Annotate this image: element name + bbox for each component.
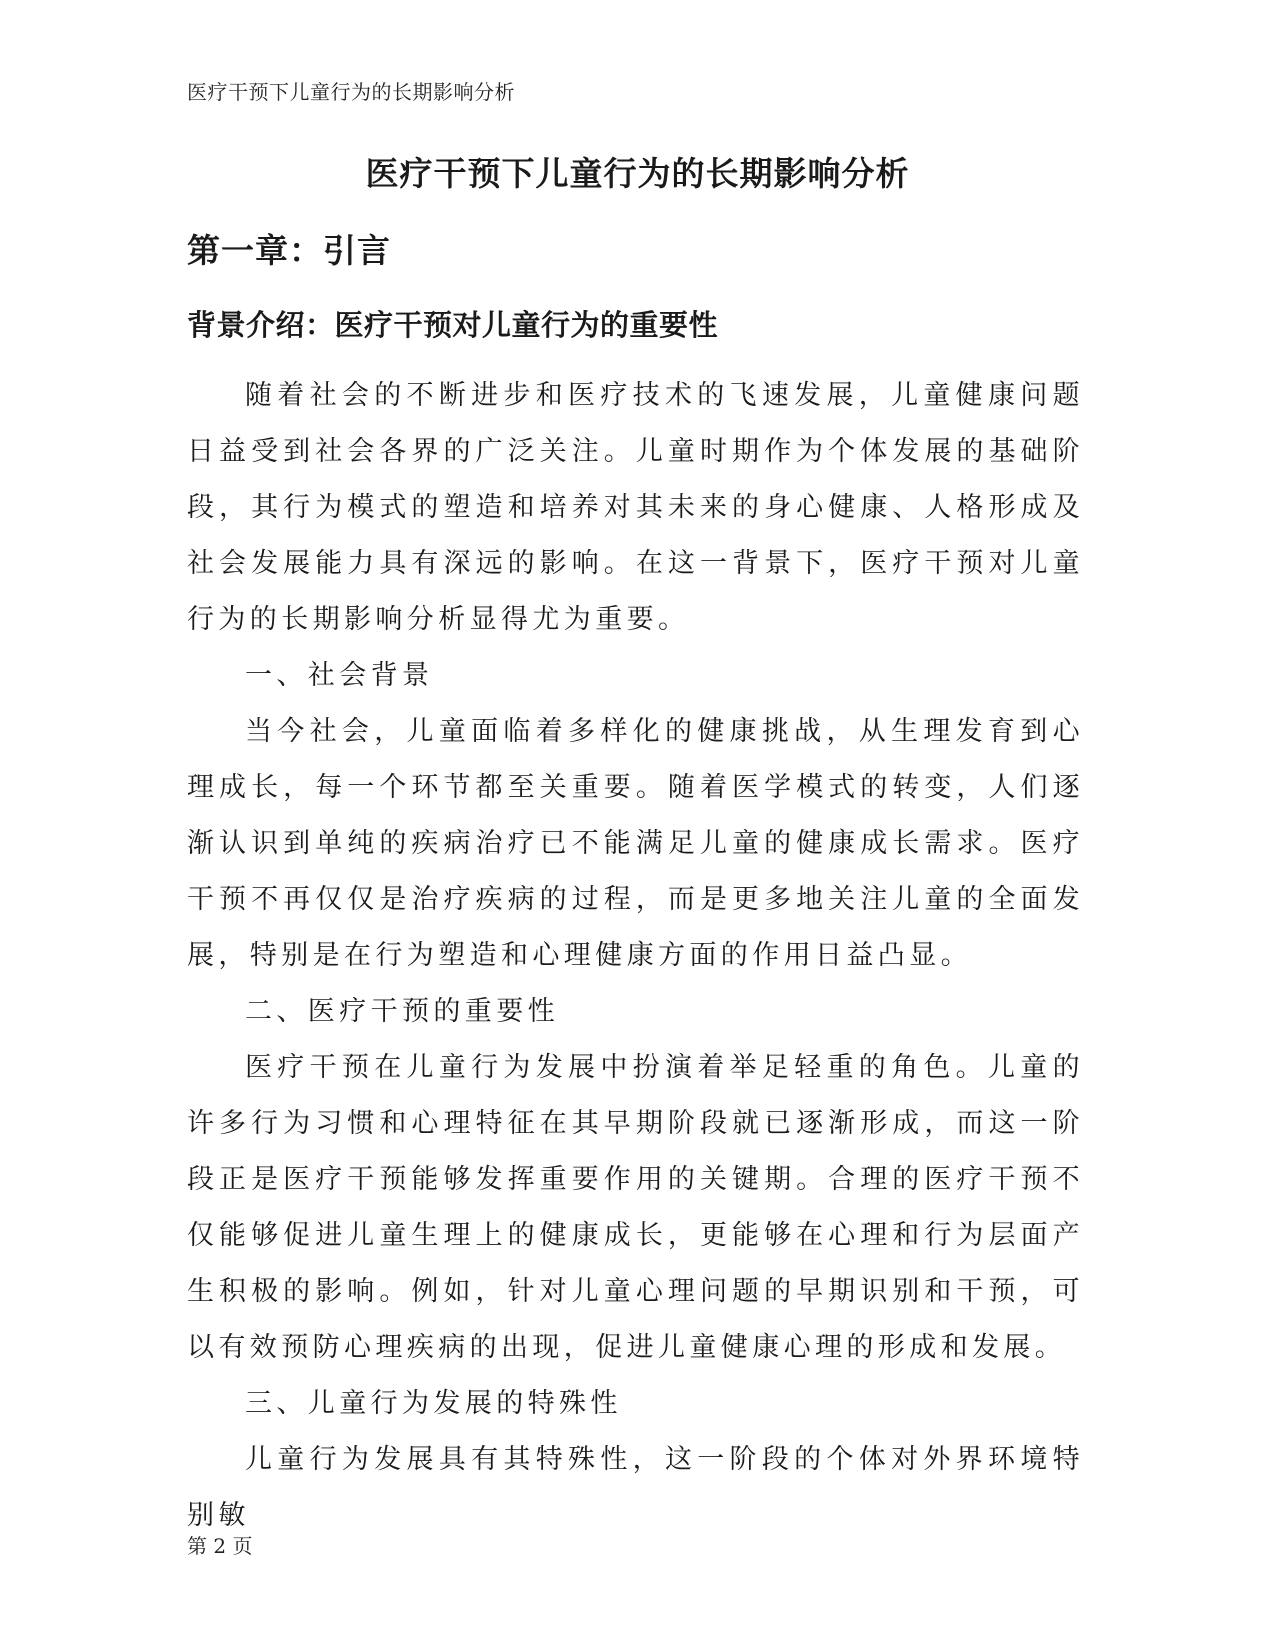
- document-title: 医疗干预下儿童行为的长期影响分析: [365, 154, 910, 193]
- subheading-intervention-importance: 二、医疗干预的重要性: [245, 996, 559, 1027]
- paragraph-social-background: 当今社会，儿童面临着多样化的健康挑战，从生理发育到心理成长，每一个环节都至关重要。随着医学模式的转变，人们逐渐认识到单纯的疾病治疗已不能满足儿童的健康成长需求。医疗干预不再仅仅是治疗疾病的过程，而是更多地关注儿童的全面发展，特别是在行为塑造和心理健康方面的作用日益凸显。: [187, 716, 1084, 971]
- paragraph-intro: 随着社会的不断进步和医疗技术的飞速发展，儿童健康问题日益受到社会各界的广泛关注。儿童时期作为个体发展的基础阶段，其行为模式的塑造和培养对其未来的身心健康、人格形成及社会发展能力具有深远的影响。在这一背景下，医疗干预对儿童行为的长期影响分析显得尤为重要。: [187, 380, 1084, 635]
- body-text: [187, 368, 1084, 1544]
- running-header: 医疗干预下儿童行为的长期影响分析: [187, 80, 515, 104]
- page-number: 第 2 页: [187, 1534, 253, 1558]
- section-heading: 背景介绍：医疗干预对儿童行为的重要性: [187, 308, 719, 342]
- subheading-behavior-particularity: 三、儿童行为发展的特殊性: [245, 1388, 622, 1419]
- paragraph-intervention-importance: 医疗干预在儿童行为发展中扮演着举足轻重的角色。儿童的许多行为习惯和心理特征在其早期阶段就已逐渐形成，而这一阶段正是医疗干预能够发挥重要作用的关键期。合理的医疗干预不仅能够促进儿童生理上的健康成长，更能够在心理和行为层面产生积极的影响。例如，针对儿童心理问题的早期识别和干预，可以有效预防心理疾病的出现，促进儿童健康心理的形成和发展。: [187, 1052, 1084, 1363]
- subheading-social-background: 一、社会背景: [245, 660, 434, 691]
- paragraph-behavior-particularity: 儿童行为发展具有其特殊性，这一阶段的个体对外界环境特别敏: [187, 1444, 1084, 1531]
- chapter-heading: 第一章：引言: [187, 231, 391, 270]
